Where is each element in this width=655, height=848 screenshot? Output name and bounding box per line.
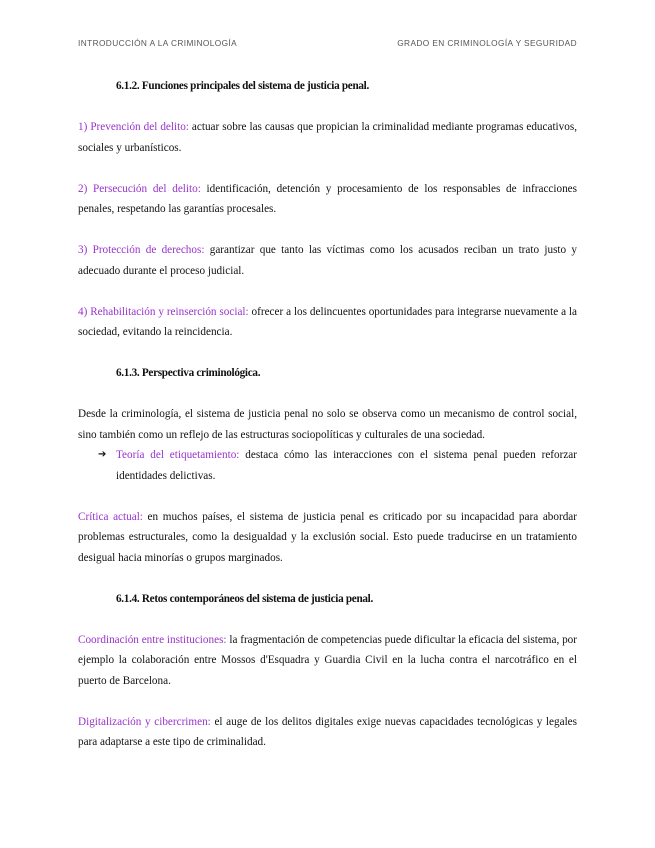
document-body bbox=[78, 76, 577, 773]
text-rehabilitacion: ofrecer a los delincuentes oportunidades para integrarse nuevamente a la sociedad, evitando la reincidencia. bbox=[78, 305, 577, 338]
term-digitalizacion: Digitalización y cibercrimen: bbox=[78, 715, 211, 728]
paragraph-rehabilitacion bbox=[78, 302, 577, 343]
term-persecucion: 2) Persecución del delito: bbox=[78, 182, 201, 195]
term-coordinacion: Coordinación entre instituciones: bbox=[78, 633, 227, 646]
term-prevencion: 1) Prevención del delito: bbox=[78, 121, 189, 133]
term-critica: Crítica actual: bbox=[78, 510, 143, 523]
text-persecucion: identificación, detención y procesamiento de los responsables de infracciones penales, respetando las garantías procesales. bbox=[78, 182, 577, 215]
perspectiva-block bbox=[78, 404, 577, 486]
section-heading-6-1-2: 6.1.2. Funciones principales del sistema de justicia penal. bbox=[116, 80, 369, 92]
section-heading-6-1-4: 6.1.4. Retos contemporáneos del sistema de justicia penal. bbox=[116, 592, 373, 605]
paragraph-persecucion bbox=[78, 179, 577, 220]
text-coordinacion: la fragmentación de competencias puede dificultar la eficacia del sistema, por ejemplo la colaboración entre Mossos d'Esquadra y Guardia Civil en la lucha contra el narcotráfico en el puerto de Barcelona. bbox=[78, 633, 577, 687]
text-prevencion: actuar sobre las causas que propician la criminalidad mediante programas educativos, sociales y urbanísticos. bbox=[78, 121, 578, 154]
term-proteccion: 3) Protección de derechos: bbox=[78, 244, 205, 256]
paragraph-critica bbox=[78, 507, 577, 569]
text-critica: en muchos países, el sistema de justicia penal es criticado por su incapacidad para abordar problemas estructurales, como la desigualdad y la exclusión social. Esto puede traducirse en un tratamiento desigual hacia minorías o grupos marginados. bbox=[78, 510, 577, 564]
term-rehabilitacion: 4) Rehabilitación y reinserción social: bbox=[78, 305, 249, 318]
header-course-title: INTRODUCCIÓN A LA CRIMINOLOGÍA bbox=[78, 38, 238, 48]
paragraph-prevencion bbox=[78, 117, 577, 158]
paragraph-perspectiva-intro: Desde la criminología, el sistema de justicia penal no solo se observa como un mecanismo de control social, sino también como un reflejo de las estructuras sociopolíticas y culturales de una sociedad. bbox=[78, 408, 577, 441]
text-digitalizacion: el auge de los delitos digitales exige nuevas capacidades tecnológicas y legales para adaptarse a este tipo de criminalidad. bbox=[78, 715, 577, 748]
section-heading-6-1-3: 6.1.3. Perspectiva criminológica. bbox=[116, 367, 261, 379]
page-header bbox=[78, 38, 577, 52]
paragraph-coordinacion bbox=[78, 630, 577, 692]
arrow-right-icon: ➔ bbox=[98, 449, 107, 460]
header-degree-title: GRADO EN CRIMINOLOGÍA Y SEGURIDAD bbox=[397, 38, 577, 48]
text-etiquetamiento: destaca cómo las interacciones con el sistema penal pueden reforzar identidades delictivas. bbox=[116, 449, 577, 482]
term-etiquetamiento: Teoría del etiquetamiento: bbox=[116, 449, 240, 461]
bullet-item-etiquetamiento bbox=[98, 445, 577, 486]
paragraph-digitalizacion bbox=[78, 712, 577, 753]
text-proteccion: garantizar que tanto las víctimas como los acusados reciban un trato justo y adecuado durante el proceso judicial. bbox=[78, 244, 577, 277]
paragraph-proteccion bbox=[78, 240, 577, 281]
